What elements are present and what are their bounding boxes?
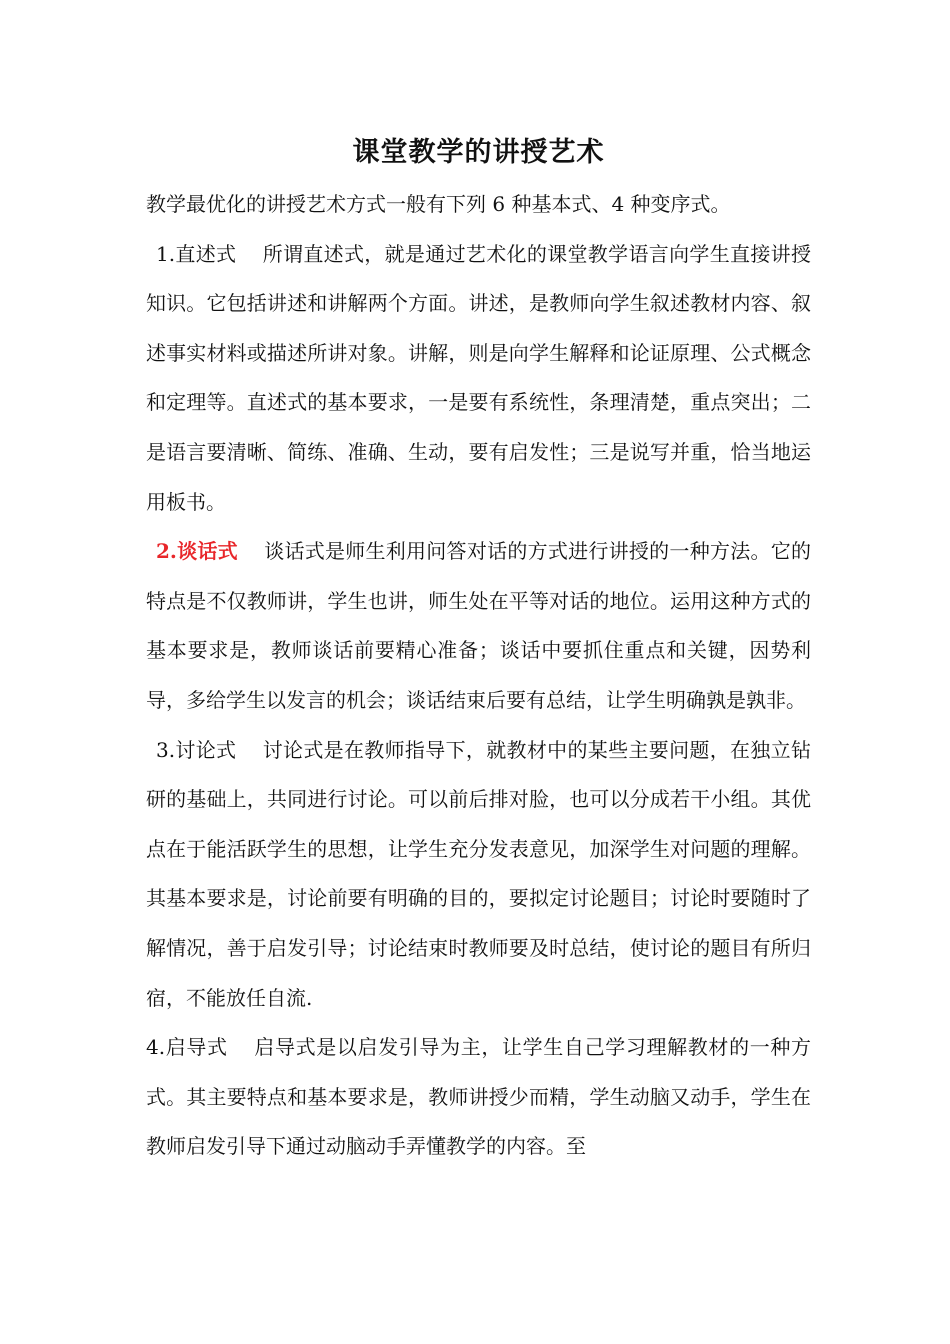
section-text-conversation: 谈话式是师生利用问答对话的方式进行讲授的一种方法。它的特点是不仅教师讲，学生也讲，师生处在平等对话的地位。运用这种方式的基本要求是，教师谈话前要精心准备；谈话中要抓住重点和关键，因势利导，多给学生以发言的机会；谈话结束后要有总结，让学生明确孰是孰非。 bbox=[146, 539, 812, 712]
section-conversation bbox=[146, 527, 811, 725]
document-title: 课堂教学的讲授艺术 bbox=[352, 137, 605, 168]
intro-paragraph: 教学最优化的讲授艺术方式一般有下列 6 种基本式、4 种变序式。 bbox=[146, 192, 731, 216]
section-label-discussion: 3.讨论式 bbox=[156, 737, 237, 762]
section-label-conversation: 2.谈话式 bbox=[156, 539, 238, 564]
section-label-guidance: 4.启导式 bbox=[146, 1035, 228, 1060]
section-direct bbox=[146, 230, 811, 528]
section-text-direct: 所谓直述式，就是通过艺术化的课堂教学语言向学生直接讲授知识。它包括讲述和讲解两个方面。讲述，是教师向学生叙述教材内容、叙述事实材料或描述所讲对象。讲解，则是向学生解释和论证原理、公式概念和定理等。直述式的基本要求，一是要有系统性，条理清楚，重点突出；二是语言要清晰、简练、准确、生动，要有启发性；三是说写并重，恰当地运用板书。 bbox=[146, 241, 812, 514]
section-text-guidance: 启导式是以启发引导为主，让学生自己学习理解教材的一种方式。其主要特点和基本要求是，教师讲授少而精，学生动脑又动手，学生在教师启发引导下通过动脑动手弄懂教学的内容。至 bbox=[146, 1035, 811, 1159]
section-discussion bbox=[146, 726, 811, 1024]
section-text-discussion: 讨论式是在教师指导下，就教材中的某些主要问题，在独立钻研的基础上，共同进行讨论。可以前后排对脸，也可以分成若干小组。其优点在于能活跃学生的思想，让学生充分发表意见，加深学生对问题的理解。其基本要求是，讨论前要有明确的目的，要拟定讨论题目；讨论时要随时了解情况，善于启发引导；讨论结束时教师要及时总结，使讨论的题目有所归宿，不能放任自流. bbox=[146, 737, 812, 1010]
section-guidance bbox=[146, 1023, 811, 1172]
section-label-direct: 1.直述式 bbox=[156, 241, 237, 266]
document-page bbox=[146, 128, 811, 1172]
